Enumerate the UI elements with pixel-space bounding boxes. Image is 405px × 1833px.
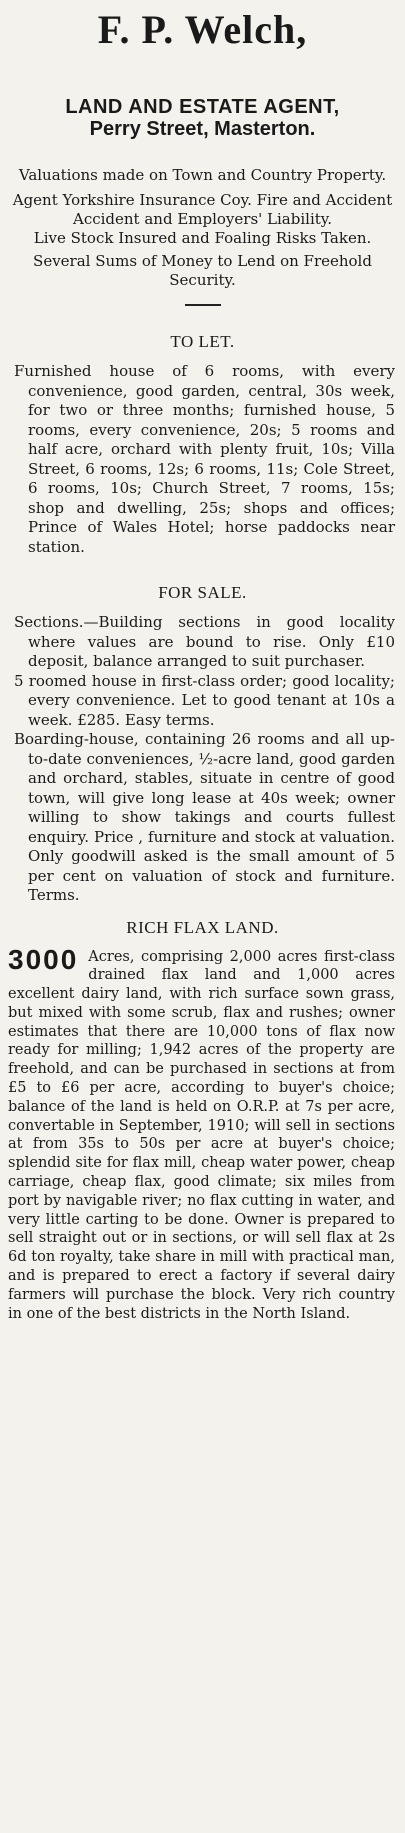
sale-item-sections: Sections.—Building sections in good locality where values are bound to rise. Only £10 deposit, balance arranged to suit purchaser. — [14, 613, 395, 670]
service-livestock: Live Stock Insured and Foaling Risks Taken. — [33, 229, 372, 247]
service-accident: Accident and Employers' Liability. — [72, 210, 333, 228]
lead-number: 3000 — [8, 943, 79, 975]
sale-item-house: 5 roomed house in first-class order; good locality; every convenience. Let to good tenant at 10s a week. £285. Easy terms. — [14, 671, 395, 729]
service-money: Several Sums of Money to Lend on Freehold Security. — [33, 252, 372, 289]
rich-flax-block — [8, 943, 395, 1324]
masthead: F. P. Welch, — [97, 7, 308, 52]
agent-address: Perry Street, Masterton. — [89, 118, 316, 140]
to-let-text: Furnished house of 6 rooms, with every convenience, good garden, central, 30s week, for two or three months; furnished house, 5 rooms, every convenience, 20s; 5 rooms and half acre, orchard with plenty fruit, 10s; Villa Street, 6 rooms, 12s; 6 rooms, 11s; Cole Street, 6 rooms, 10s; Church Street, 7 rooms, 15s; shop and dwelling, 25s; shops and offices; Prince of Wales Hotel; horse paddocks near station. — [14, 362, 395, 556]
rich-flax-text: Acres, comprising 2,000 acres first-class drained flax land and 1,000 acres excellent dairy land, with rich surface sown grass, but mixed with some scrub, flax and rushes; owner estimates that there are 10,000 tons of flax now ready for milling; 1,942 acres of the property are freehold, and can be purchased in sections at from £5 to £6 per acre, according to buyer's choice; balance of the land is held on O.R.P. at 7s per acre, convertable in September, 1910; will sell in sections at from 35s to 50s per acre at buyer's choice; splendid site for flax mill, cheap water power, cheap carriage, cheap flax, good climate; six miles from port by navigable river; no flax cutting in water, and very little carting to be done. Owner is prepared to sell straight out or in sections, or will sell flax at 2s 6d ton royalty, take share in mill with practical man, and is prepared to erect a factory if several dairy farmers will purchase the block. Very rich country in one of the best districts in the North Island. — [8, 948, 395, 1322]
rich-flax-heading: RICH FLAX LAND. — [126, 917, 279, 937]
sale-item-boarding-house: Boarding-house, containing 26 rooms and all up-to-date conveniences, ½-acre land, good garden and orchard, stables, situate in centre of good town, will give long lease at 40s week; owner willing to show takings and courts fullest enquiry. Price , furniture and stock at valuation. Only goodwill asked is the small amount of 5 per cent on valuation of stock and furniture. Terms. — [14, 730, 395, 904]
for-sale-heading: FOR SALE. — [158, 583, 247, 602]
to-let-heading: TO LET. — [170, 332, 235, 351]
service-valuations: Valuations made on Town and Country Property. — [18, 166, 387, 184]
service-yorkshire: Agent Yorkshire Insurance Coy. Fire and Accident — [12, 191, 393, 209]
agent-title: LAND AND ESTATE AGENT, — [65, 96, 340, 118]
divider — [185, 304, 221, 306]
